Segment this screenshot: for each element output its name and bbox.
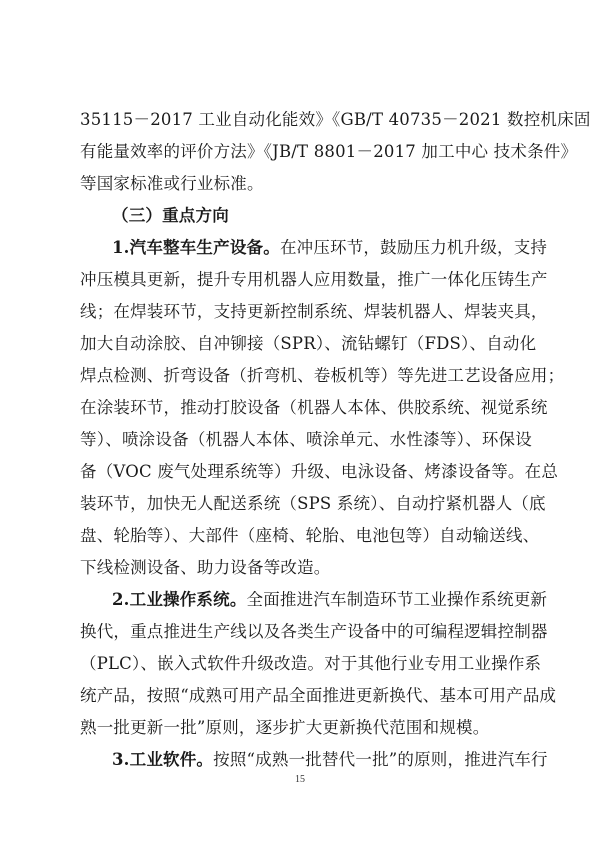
- text-line: 统产品，按照“成熟可用产品全面推进更新换代、基本可用产品成: [80, 686, 557, 705]
- text-line: 换代，重点推进生产线以及各类生产设备中的可编程逻辑控制器: [80, 622, 548, 641]
- text-line: 装环节，加快无人配送系统（SPS 系统）、自动拧紧机器人（底: [80, 494, 546, 513]
- item-heading: 2.工业操作系统。: [112, 590, 247, 609]
- text-line: 下线检测设备、助力设备等改造。: [80, 558, 331, 577]
- text-line: （PLC）、嵌入式软件升级改造。对于其他行业专用工业操作系: [80, 654, 542, 673]
- text-line: 等）、喷涂设备（机器人本体、喷涂单元、水性漆等）、环保设: [80, 430, 532, 449]
- paragraph-first-line: [80, 584, 548, 616]
- paragraph-first-line: [80, 232, 548, 264]
- text-line: 盘、轮胎等）、大部件（座椅、轮胎、电池包等）自动输送线、: [80, 526, 540, 545]
- text-run: 按照“成熟一批替代一批”的原则，推进汽车行: [213, 750, 548, 769]
- text-line: 冲压模具更新，提升专用机器人应用数量，推广一体化压铸生产: [80, 270, 548, 289]
- paragraph-first-line: [80, 744, 548, 776]
- text-line: 焊点检测、折弯设备（折弯机、卷板机等）等先进工艺设备应用；: [80, 366, 565, 385]
- item-heading: 3.工业软件。: [112, 750, 214, 769]
- page-number: 15: [295, 774, 305, 785]
- text-line: 35115－2017 工业自动化能效》《GB/T 40735－2021 数控机床固: [80, 110, 591, 129]
- section-heading: （三）重点方向: [112, 206, 229, 225]
- text-line: 熟一批更新一批”原则，逐步扩大更新换代范围和规模。: [80, 718, 490, 737]
- text-line: 等国家标准或行业标准。: [80, 174, 264, 193]
- text-run: 全面推进汽车制造环节工业操作系统更新: [246, 590, 548, 609]
- text-line: 线；在焊装环节，支持更新控制系统、焊装机器人、焊装夹具，: [80, 302, 548, 321]
- item-heading: 1.汽车整车生产设备。: [112, 238, 280, 257]
- body-text: [80, 104, 591, 776]
- text-line: 有能量效率的评价方法》《JB/T 8801－2017 加工中心 技术条件》: [80, 142, 578, 161]
- text-line: 在涂装环节，推动打胶设备（机器人本体、供胶系统、视觉系统: [80, 398, 548, 417]
- text-run: 在冲压环节，鼓励压力机升级，支持: [279, 238, 548, 257]
- text-line: 加大自动涂胶、自冲铆接（SPR）、流钻螺钉（FDS）、自动化: [80, 334, 537, 353]
- text-line: 备（VOC 废气处理系统等）升级、电泳设备、烤漆设备等。在总: [80, 462, 559, 481]
